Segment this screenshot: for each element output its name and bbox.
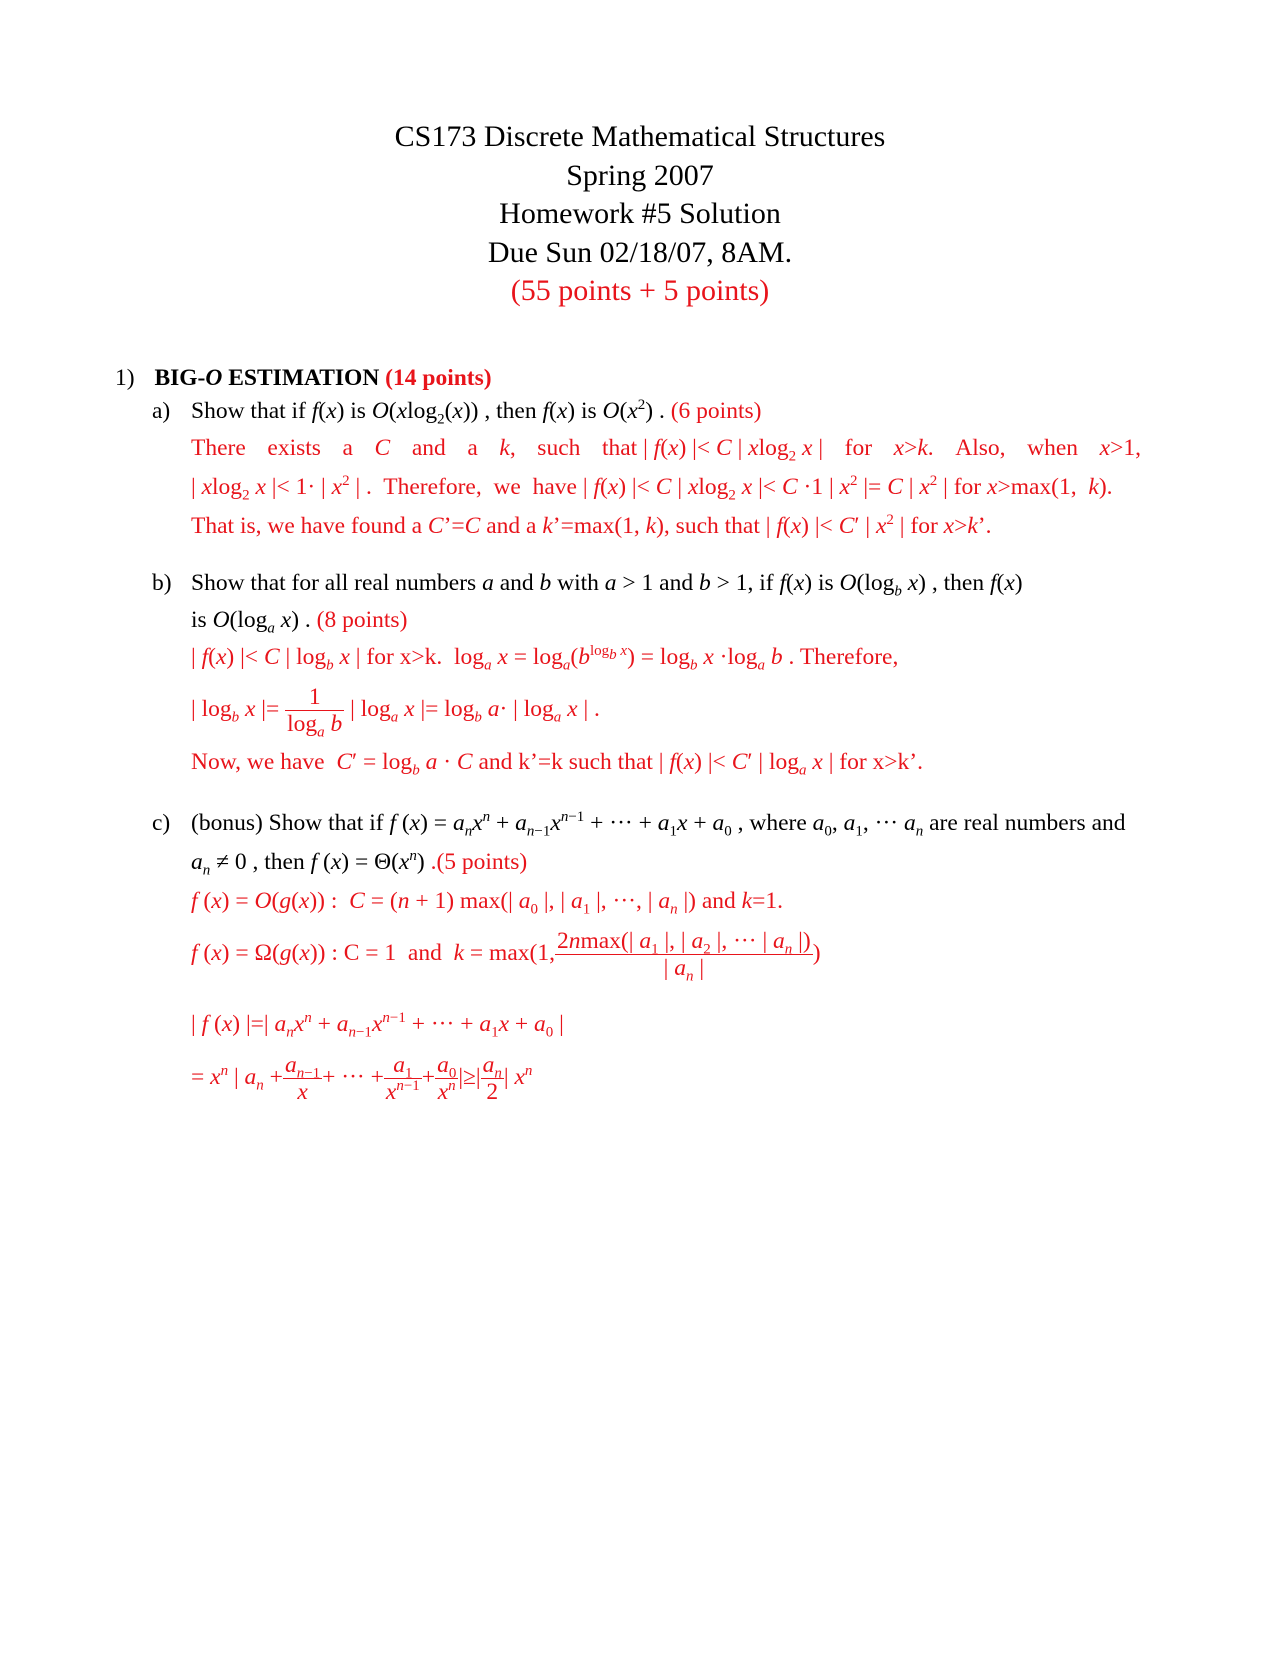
part-c-answer-expansion: | f (x) |=| $a_nx^n + a_{n-1}x^{n-1}$ + ··· + $a_1x + a_0$ | xyxy=(191,1010,564,1041)
reciprocal-fraction: $\frac{1}{\log_a b}$ xyxy=(287,684,343,741)
part-b-points: (8 points) xyxy=(316,607,408,633)
part-a-question: Show that if f(x) is O(xlog$_2$(x)) , then f(x) is $O(x^2)$ . (6 points) xyxy=(191,397,762,428)
part-b-answer-line-1: | f(x) |< C | $\log_b x$ | for x>k. $\log_a x = \log_a(b^{log_b x}) = \log_b x \cdot\log_a$ b . Therefore, xyxy=(191,643,899,674)
problem-title: BIG-O ESTIMATION xyxy=(154,365,380,391)
part-a-answer-line-2: | xlog$_2$ x |< 1· | $x^2$ | . Therefore, we have | f(x) |< C | xlog$_2$ x |< C ·1 | $x^2$ |= C | $x^2$ | for x>max(1, k). xyxy=(191,473,1113,504)
part-a-answer-line-1: There exists a C and a k, such that | f(x) |< C | xlog$_2$ x | for x>k. Also, when x>1, xyxy=(191,435,1141,465)
part-a-label: a) xyxy=(152,398,171,424)
course-title: CS173 Discrete Mathematical Structures xyxy=(394,120,886,153)
problem-heading xyxy=(115,364,492,392)
part-b-question-line-2: is $O(\log_a$ x) . (8 points) xyxy=(191,607,408,637)
document-header xyxy=(0,118,1280,311)
problem-number: 1) xyxy=(115,365,135,391)
part-c-question-line-2: $a_n \ne 0$ , then f $(x) = \Theta(x^n)$ .(5 points) xyxy=(191,848,528,879)
part-c-answer-big-o: f (x) = O(g(x)) : C = (n + 1) max(| $a_0$ |, | $a_1$ |, ···, | $a_n$ |) and k=1. xyxy=(191,888,783,918)
part-a-answer-line-3: That is, we have found a C’=C and a k’=max(1, k), such that | f(x) |< C′ | $x^2$ | for x>k’. xyxy=(191,512,992,539)
part-b-answer-line-3: Now, we have $C' = \log_b a \cdot C$ and k’=k such that | f(x) |< C′ | $\log_a x$ | for x>k’. xyxy=(191,749,924,779)
part-c-label: c) xyxy=(152,810,171,836)
due-date: Due Sun 02/18/07, 8AM. xyxy=(487,235,793,269)
problem-points: (14 points) xyxy=(385,365,492,391)
assignment-title: Homework #5 Solution xyxy=(499,197,781,230)
part-b-question-line-1: Show that for all real numbers a and b with a > 1 and b > 1, if f(x) is $O(\log_b$ x) , then f(x) xyxy=(191,570,1023,600)
part-c-points: .(5 points) xyxy=(430,849,528,875)
part-b-label: b) xyxy=(152,570,172,596)
part-c-answer-bound: = $x^n$ | $a_n$ + $\frac{a_{n-1}}{x}$ + ··· + $\frac{a_1}{x^{n-1}}$ + $\frac{a_0}{x^n}$ |≥| $\frac{a_n}{2}$ | $x^n$ xyxy=(191,1052,533,1105)
max-fraction: $\frac{2nmax(| a_1 |, | a_2 |, \cdot\cdot\cdot | a_n |)}{| a_n |}$ xyxy=(556,928,811,985)
total-points: (55 points + 5 points) xyxy=(510,274,770,307)
part-a-points: (6 points) xyxy=(670,398,762,424)
part-c-question-line-1: (bonus) Show that if f $(x) = a_nx^n + a_{n-1}x^{n-1}$ + ··· + $a_1x + a_0$ , where $a_0$, $a_1$, ··· $a_n$ are real numbers and xyxy=(191,809,1126,840)
part-c-answer-big-omega: f (x) = Ω(g(x)) : C = 1 and k = max(1, $\frac{2nmax(| a_1 |, | a_2 |, \cdot\cdot\cdot | a_n |)}{| a_n |}$ ) xyxy=(191,928,821,985)
term: Spring 2007 xyxy=(566,158,714,192)
part-b-answer-line-2: | $\log_b x$ |= $\frac{1}{\log_a b}$ | $\log_a x$ |= $\log_b a\cdot$ | $\log_a x$ | . xyxy=(191,684,600,741)
